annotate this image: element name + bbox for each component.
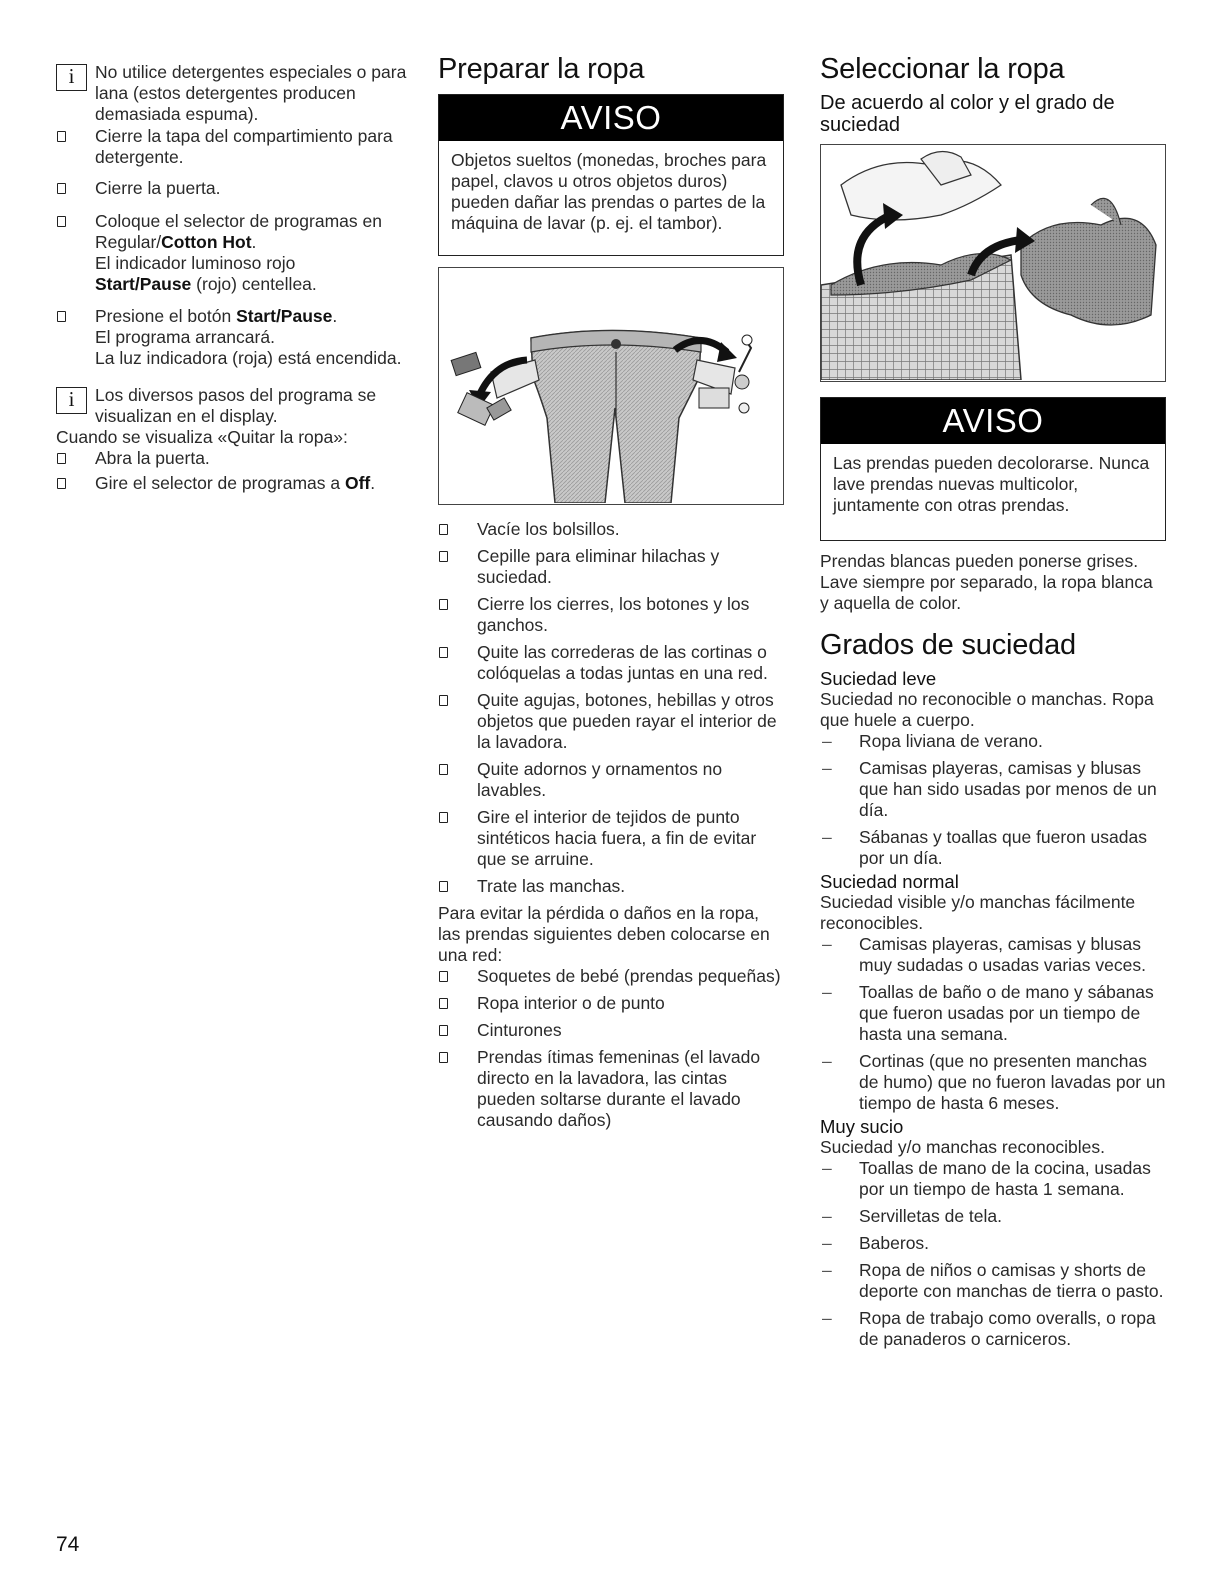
list-item-text: Toallas de mano de la cocina, usadas por un tiempo de hasta 1 semana. (859, 1158, 1151, 1199)
list-item (820, 1308, 1166, 1350)
list-item-text: Vacíe los bolsillos. (477, 519, 620, 539)
section-title: Grados de suciedad (820, 629, 1076, 661)
checkbox-icon (57, 183, 66, 194)
dash-bullet: – (822, 1051, 832, 1071)
list-item (438, 546, 784, 588)
prep-list (438, 519, 784, 897)
checkbox-icon (439, 764, 448, 775)
paragraph: Suciedad no reconocible o manchas. Ropa que huele a cuerpo. (820, 689, 1154, 730)
list-item (438, 1020, 784, 1041)
column-left (56, 0, 408, 500)
list-item (56, 473, 408, 494)
checkbox-icon (439, 812, 448, 823)
list-item (56, 211, 408, 295)
list-item (820, 1233, 1166, 1254)
button-name: Start/Pause (236, 306, 333, 326)
list-item (438, 519, 784, 540)
info-note-display (56, 385, 408, 427)
column-middle (438, 0, 784, 1137)
list-item-text: Quite agujas, botones, hebillas y otros objetos que pueden rayar el interior de la lavadora. (477, 690, 777, 752)
list-item (56, 448, 408, 469)
list-item-text: Servilletas de tela. (859, 1206, 1002, 1226)
warning-text: Objetos sueltos (monedas, broches para papel, clavos u otros objetos duros) pueden dañar las prendas o partes de la máquina de lavar (p. ej. el tambor). (451, 150, 767, 233)
subsection-heading: Suciedad normal (820, 871, 959, 892)
list-item (438, 594, 784, 636)
list-item-text: Camisas playeras, camisas y blusas que han sido usadas por menos de un día. (859, 758, 1157, 820)
list-item-text: Toallas de baño o de mano y sábanas que fueron usadas por un tiempo de hasta una semana. (859, 982, 1154, 1044)
list-item-text: Camisas playeras, camisas y blusas muy sudadas o usadas varias veces. (859, 934, 1146, 975)
checkbox-icon (439, 881, 448, 892)
list-item (820, 758, 1166, 821)
checkbox-icon (57, 311, 66, 322)
laundry-sorting-illustration (821, 145, 1164, 380)
dash-bullet: – (822, 1233, 832, 1253)
subsection-heading: Suciedad leve (820, 668, 937, 689)
dash-bullet: – (822, 1158, 832, 1178)
checkbox-icon (57, 131, 66, 142)
checkbox-icon (439, 695, 448, 706)
program-name: Off (344, 473, 371, 493)
list-item-text: Ropa de niños o camisas y shorts de deporte con manchas de tierra o pasto. (859, 1260, 1164, 1301)
list-item (438, 966, 784, 987)
list-item-text: Cierre los cierres, los botones y los ganchos. (477, 594, 750, 635)
column-right (820, 0, 1166, 1356)
list-item (56, 178, 408, 199)
paragraph: Suciedad y/o manchas reconocibles. (820, 1137, 1106, 1157)
warning-text: Las prendas pueden decolorarse. Nunca lave prendas nuevas multicolor, juntamente con otras prendas. (833, 453, 1150, 515)
list-item-text: Sábanas y toallas que fueron usadas por un día. (859, 827, 1147, 868)
list-item-text: El indicador luminoso rojo (95, 253, 296, 273)
punctuation: . (332, 306, 338, 326)
list-item-text: Ropa interior o de punto (477, 993, 665, 1013)
list-item (56, 126, 408, 168)
warning-box (820, 397, 1166, 541)
paragraph: Cuando se visualiza «Quitar la ropa»: (56, 427, 348, 447)
list-item (438, 1047, 784, 1131)
paragraph: Suciedad visible y/o manchas fácilmente reconocibles. (820, 892, 1136, 933)
punctuation: . (251, 232, 257, 252)
info-icon: i (56, 387, 87, 414)
warning-heading: AVISO (439, 95, 783, 141)
illustration-empty-pockets (438, 267, 784, 505)
list-item (438, 690, 784, 753)
list-item-text: Presione el botón (95, 306, 237, 326)
checkbox-icon (439, 1025, 448, 1036)
list-item-text: El programa arrancará. (95, 327, 275, 347)
section-title: Preparar la ropa (438, 53, 645, 85)
punctuation: . (370, 473, 376, 493)
list-item (438, 642, 784, 684)
checkbox-icon (439, 599, 448, 610)
list-item-text: Coloque el selector de programas en Regular/ (95, 211, 382, 252)
list-item-text: Quite adornos y ornamentos no lavables. (477, 759, 723, 800)
checkbox-icon (439, 647, 448, 658)
list-item (820, 1206, 1166, 1227)
list-item (56, 306, 408, 369)
dash-bullet: – (822, 827, 832, 847)
warning-box (438, 94, 784, 256)
list-item (820, 982, 1166, 1045)
checkbox-icon (439, 998, 448, 1009)
list-item-text: (rojo) centellea. (191, 274, 317, 294)
list-item (438, 993, 784, 1014)
paragraph: Prendas blancas pueden ponerse grises. Lave siempre por separado, la ropa blanca y aquella de color. (820, 551, 1153, 613)
checkbox-icon (439, 1052, 448, 1063)
pants-pockets-illustration (439, 268, 782, 503)
checkbox-icon (439, 524, 448, 535)
page-number: 74 (56, 1533, 80, 1556)
list-item (438, 807, 784, 870)
list-item-text: Ropa liviana de verano. (859, 731, 1043, 751)
list-item (820, 827, 1166, 869)
list-item-text: Cinturones (477, 1020, 562, 1040)
info-text: No utilice detergentes especiales o para lana (estos detergentes producen demasiada espuma). (95, 62, 407, 124)
leve-list (820, 731, 1166, 869)
list-item (820, 1158, 1166, 1200)
dash-bullet: – (822, 1260, 832, 1280)
dash-bullet: – (822, 758, 832, 778)
dash-bullet: – (822, 982, 832, 1002)
sucio-list (820, 1158, 1166, 1350)
paragraph: Para evitar la pérdida o daños en la ropa, las prendas siguientes deben colocarse en una red: (438, 903, 770, 965)
list-item-text: La luz indicadora (roja) está encendida. (95, 348, 402, 368)
program-name: Cotton Hot (161, 232, 252, 252)
checkbox-icon (439, 551, 448, 562)
list-item-text: Quite las correderas de las cortinas o colóquelas a todas juntas en una red. (477, 642, 768, 683)
list-item-text: Prendas ítimas femeninas (el lavado directo en la lavadora, las cintas pueden soltarse durante el lavado causando daños) (477, 1047, 761, 1130)
list-item-text: Soquetes de bebé (prendas pequeñas) (477, 966, 781, 986)
list-item (820, 934, 1166, 976)
button-name: Start/Pause (95, 274, 192, 294)
list-item (438, 876, 784, 897)
info-icon: i (56, 64, 87, 91)
list-item-text: Ropa de trabajo como overalls, o ropa de panaderos o carniceros. (859, 1308, 1156, 1349)
list-item-text: Gire el interior de tejidos de punto sintéticos hacia fuera, a fin de evitar que se arruine. (477, 807, 757, 869)
warning-heading: AVISO (821, 398, 1165, 444)
list-item-text: Cortinas (que no presenten manchas de humo) que no fueron lavadas por un tiempo de hasta 6 meses. (859, 1051, 1166, 1113)
net-list (438, 966, 784, 1131)
checkbox-icon (57, 216, 66, 227)
list-item-text: Trate las manchas. (477, 876, 626, 896)
list-item-text: Cepille para eliminar hilachas y suciedad. (477, 546, 720, 587)
dash-bullet: – (822, 1206, 832, 1226)
list-item-text: Cierre la puerta. (95, 178, 221, 198)
list-item-text: Cierre la tapa del compartimiento para detergente. (95, 126, 393, 167)
section-subtitle: De acuerdo al color y el grado de suciedad (820, 92, 1115, 136)
list-item-text: Abra la puerta. (95, 448, 210, 468)
list-item-text: Gire el selector de programas a (95, 473, 345, 493)
info-note-detergents (56, 62, 408, 125)
dash-bullet: – (822, 1308, 832, 1328)
checkbox-icon (57, 478, 66, 489)
normal-list (820, 934, 1166, 1114)
checkbox-icon (57, 453, 66, 464)
subsection-heading: Muy sucio (820, 1116, 904, 1137)
list-item (438, 759, 784, 801)
list-item (820, 1051, 1166, 1114)
section-title: Seleccionar la ropa (820, 53, 1065, 85)
list-item (820, 1260, 1166, 1302)
list-item-text: Baberos. (859, 1233, 930, 1253)
dash-bullet: – (822, 934, 832, 954)
dash-bullet: – (822, 731, 832, 751)
checkbox-icon (439, 971, 448, 982)
info-text: Los diversos pasos del programa se visualizan en el display. (95, 385, 377, 426)
illustration-laundry-basket (820, 144, 1166, 382)
list-item (820, 731, 1166, 752)
